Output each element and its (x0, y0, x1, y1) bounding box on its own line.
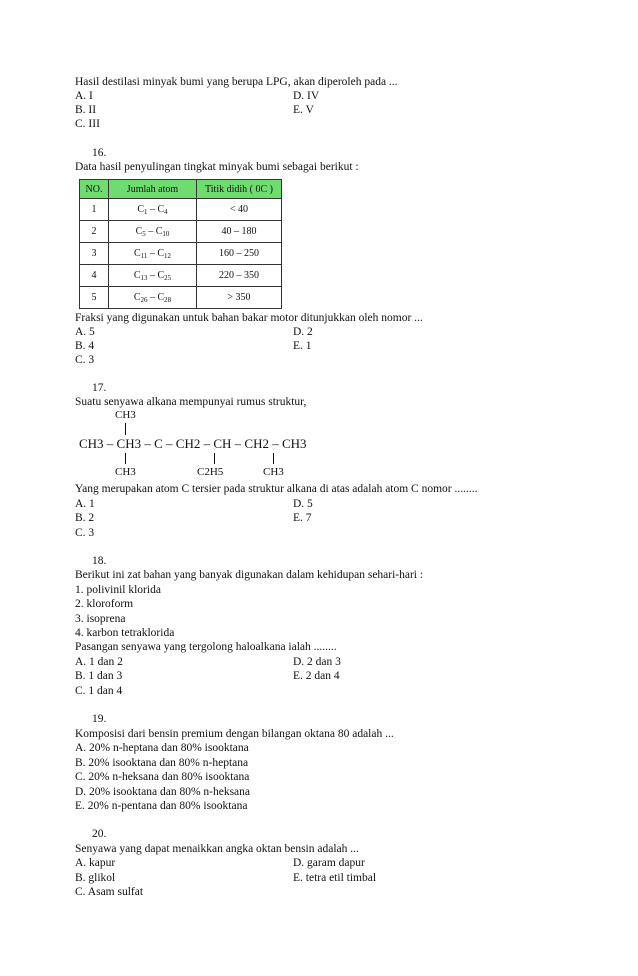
q17-question: Suatu senyawa alkana mempunyai rumus struktur, (75, 396, 307, 408)
q20-number: 20. (92, 828, 107, 840)
q15-option-e: E. V (293, 104, 314, 116)
q17-question2: Yang merupakan atom C tersier pada struktur alkana di atas adalah atom C nomor ........ (75, 483, 478, 495)
q18-option-a: A. 1 dan 2 (75, 656, 123, 668)
q16-option-d: D. 2 (293, 326, 313, 338)
q19-option-b: B. 20% isooktana dan 80% n-heptana (75, 757, 249, 769)
q19-option-e: E. 20% n-pentana dan 80% isooktana (75, 800, 248, 812)
structure-bond-bottom-right (273, 453, 274, 464)
table-row (80, 287, 282, 309)
table-row (80, 221, 282, 243)
q20-option-e: E. tetra etil timbal (293, 872, 377, 884)
q17-option-e: E. 7 (293, 512, 312, 524)
structure-bottom-mid: C2H5 (197, 466, 224, 478)
header-no: NO. (80, 180, 109, 199)
cell-titik-didih: < 40 (197, 199, 282, 221)
q20-option-d: D. garam dapur (293, 857, 365, 869)
cell-jumlah-atom: $C_{11} - C_{12}$ (109, 243, 197, 265)
cell-no: 2 (80, 221, 109, 243)
cell-no: 5 (80, 287, 109, 309)
q18-question2: Pasangan senyawa yang tergolong haloalkana ialah ........ (75, 641, 337, 653)
q15-option-a: A. I (75, 90, 93, 102)
q18-question: Berikut ini zat bahan yang banyak digunakan dalam kehidupan sehari-hari : (75, 569, 424, 581)
q17-option-d: D. 5 (293, 498, 313, 510)
q19-option-a: A. 20% n-heptana dan 80% isooktana (75, 742, 249, 754)
header-titik-didih: Titik didih ( 0C ) (197, 180, 282, 199)
structure-top-branch: CH3 (115, 409, 136, 421)
q18-option-c: C. 1 dan 4 (75, 685, 123, 697)
q15-option-c: C. III (75, 118, 100, 130)
q17-option-a: A. 1 (75, 498, 95, 510)
q16-option-c: C. 3 (75, 354, 95, 366)
structure-bottom-right: CH3 (263, 466, 284, 478)
structure-bond-top (125, 423, 126, 435)
q18-item-1: 1. polivinil klorida (75, 584, 161, 596)
q18-option-d: D. 2 dan 3 (293, 656, 341, 668)
q18-option-b: B. 1 dan 3 (75, 670, 123, 682)
q18-number: 18. (92, 555, 107, 567)
q17-option-b: B. 2 (75, 512, 95, 524)
cell-titik-didih: 220 – 350 (197, 265, 282, 287)
cell-titik-didih: 40 – 180 (197, 221, 282, 243)
cell-jumlah-atom: $C_{13} - C_{25}$ (109, 265, 197, 287)
q18-item-4: 4. karbon tetraklorida (75, 627, 175, 639)
cell-no: 4 (80, 265, 109, 287)
cell-no: 1 (80, 199, 109, 221)
q15-option-d: D. IV (293, 90, 320, 102)
q18-item-2: 2. kloroform (75, 598, 134, 610)
distillation-table (79, 179, 282, 309)
q16-question2: Fraksi yang digunakan untuk bahan bakar motor ditunjukkan oleh nomor ... (75, 312, 423, 324)
q18-item-3: 3. isoprena (75, 613, 126, 625)
q16-number: 16. (92, 147, 107, 159)
q19-option-d: D. 20% isooktana dan 80% n-heksana (75, 786, 251, 798)
cell-jumlah-atom: $C_1 - C_4$ (109, 199, 197, 221)
header-jumlah-atom: Jumlah atom (109, 180, 197, 199)
q19-option-c: C. 20% n-heksana dan 80% isooktana (75, 771, 250, 783)
cell-no: 3 (80, 243, 109, 265)
q17-number: 17. (92, 382, 107, 394)
q15-option-b: B. II (75, 104, 97, 116)
q16-option-b: B. 4 (75, 340, 95, 352)
q20-option-b: B. glikol (75, 872, 116, 884)
cell-jumlah-atom: $C_{26} - C_{28}$ (109, 287, 197, 309)
cell-jumlah-atom: $C_5 - C_{10}$ (109, 221, 197, 243)
alkane-structure (79, 408, 319, 480)
structure-bottom-left: CH3 (115, 466, 136, 478)
q18-option-e: E. 2 dan 4 (293, 670, 340, 682)
cell-titik-didih: 160 – 250 (197, 243, 282, 265)
q16-option-e: E. 1 (293, 340, 312, 352)
q19-number: 19. (92, 713, 107, 725)
structure-bond-bottom-left (125, 453, 126, 464)
q15-question: Hasil destilasi minyak bumi yang berupa LPG, akan diperoleh pada ... (75, 76, 398, 88)
q16-option-a: A. 5 (75, 326, 95, 338)
q20-option-a: A. kapur (75, 857, 116, 869)
q20-question: Senyawa yang dapat menaikkan angka oktan bensin adalah ... (75, 843, 359, 855)
q20-option-c: C. Asam sulfat (75, 886, 144, 898)
table-row (80, 243, 282, 265)
q17-option-c: C. 3 (75, 527, 95, 539)
q16-question: Data hasil penyulingan tingkat minyak bumi sebagai berikut : (75, 161, 359, 173)
structure-bond-bottom-mid (214, 453, 215, 464)
table-row (80, 265, 282, 287)
structure-main-chain: CH3 – CH3 – C – CH2 – CH – CH2 – CH3 (79, 436, 307, 451)
table-row (80, 199, 282, 221)
q19-question: Komposisi dari bensin premium dengan bilangan oktana 80 adalah ... (75, 728, 394, 740)
table-header-row (80, 180, 282, 199)
cell-titik-didih: > 350 (197, 287, 282, 309)
